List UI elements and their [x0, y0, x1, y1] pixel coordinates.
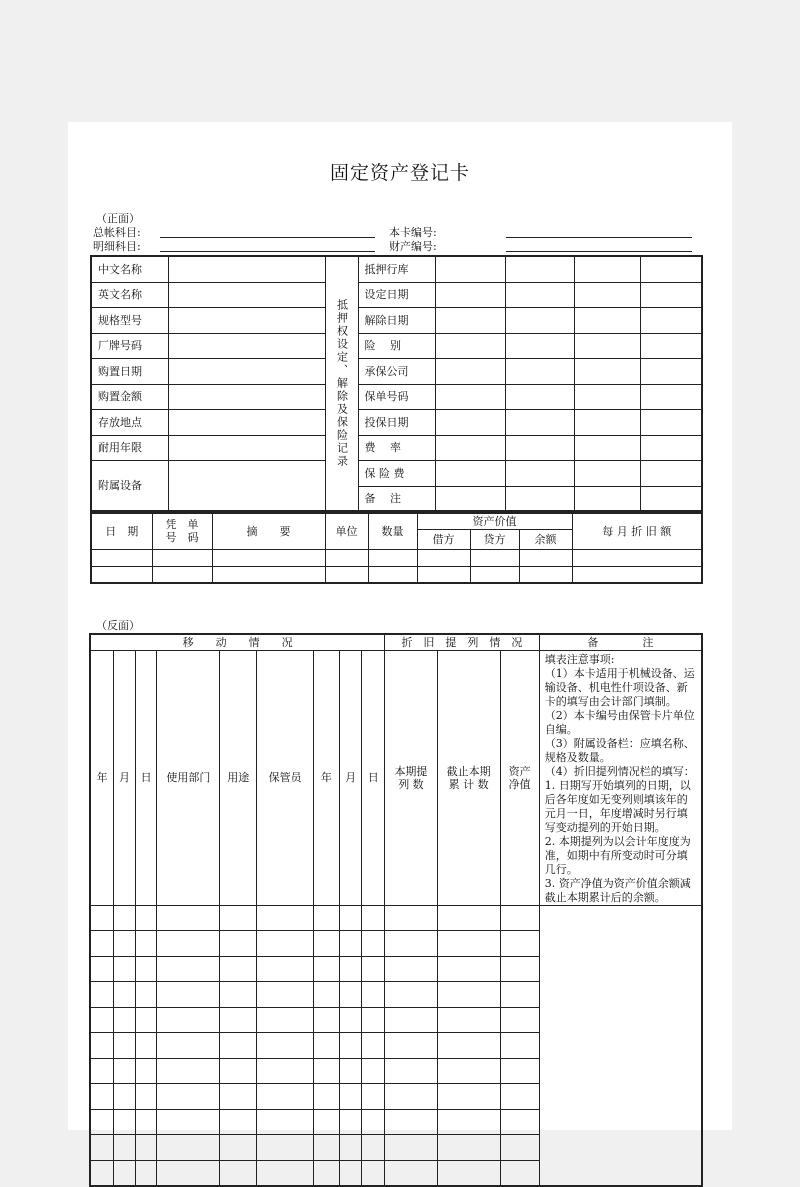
table-cell[interactable] — [500, 1109, 539, 1135]
table-row — [90, 1033, 702, 1059]
table-cell[interactable] — [385, 1084, 438, 1110]
left-row-label: 购置日期 — [91, 358, 168, 384]
table-cell[interactable] — [339, 956, 362, 982]
table-cell[interactable] — [385, 982, 438, 1008]
general-account-field[interactable] — [160, 237, 375, 238]
header-debit: 借方 — [417, 529, 470, 549]
col-period-dep: 本期提 列 数 — [385, 650, 438, 905]
table-cell[interactable] — [385, 1109, 438, 1135]
table-cell[interactable] — [385, 1007, 438, 1033]
table-cell[interactable] — [157, 905, 220, 931]
table-cell[interactable] — [437, 1007, 500, 1033]
table-cell[interactable] — [437, 1033, 500, 1059]
note-item: （4）折旧提列情况栏的填写： — [544, 764, 695, 778]
table-cell[interactable] — [362, 1007, 385, 1033]
table-cell[interactable] — [257, 1135, 314, 1161]
notes-heading: 填表注意事项: — [544, 652, 615, 666]
table-cell[interactable] — [90, 1135, 114, 1161]
table-cell[interactable] — [220, 1007, 257, 1033]
card-no-field[interactable] — [506, 237, 692, 238]
left-row-label: 厂牌号码 — [91, 333, 168, 358]
table-cell[interactable] — [220, 931, 257, 957]
col-month: 月 — [114, 650, 136, 905]
table-row — [90, 905, 702, 931]
table-cell[interactable] — [500, 1058, 539, 1084]
table-cell[interactable] — [135, 1109, 157, 1135]
table-cell[interactable] — [157, 1058, 220, 1084]
table-cell[interactable] — [437, 1084, 500, 1110]
table-cell[interactable] — [437, 1109, 500, 1135]
table-cell[interactable] — [257, 1033, 314, 1059]
table-cell[interactable] — [313, 1160, 339, 1186]
table-cell[interactable] — [114, 982, 136, 1008]
col-department: 使用部门 — [157, 650, 220, 905]
right-row-label: 险 别 — [358, 333, 435, 358]
table-cell[interactable] — [90, 905, 114, 931]
vertical-section-label: 抵押权设定、解除及保险记录 — [325, 256, 358, 511]
table-cell[interactable] — [257, 1160, 314, 1186]
table-cell[interactable] — [257, 956, 314, 982]
table-cell[interactable] — [385, 1058, 438, 1084]
table-cell[interactable] — [157, 1109, 220, 1135]
right-row-label: 保 险 费 — [358, 460, 435, 486]
note-item: （3）附属设备栏：应填名称、规格及数量。 — [544, 736, 695, 764]
col-net-value: 资产 净值 — [500, 650, 539, 905]
table-cell[interactable] — [437, 982, 500, 1008]
table-cell[interactable] — [500, 905, 539, 931]
left-row-label: 英文名称 — [91, 282, 168, 307]
table-row — [90, 1007, 702, 1033]
table-cell[interactable] — [500, 1135, 539, 1161]
col-day-2: 日 — [362, 650, 385, 905]
table-cell[interactable] — [220, 1160, 257, 1186]
table-cell[interactable] — [114, 1160, 136, 1186]
col-month-2: 月 — [339, 650, 362, 905]
table-row — [90, 931, 702, 957]
card-no-label: 本卡编号: — [389, 226, 437, 239]
header-asset-value: 资产价值 — [417, 513, 572, 529]
table-row — [90, 956, 702, 982]
table-cell[interactable] — [362, 982, 385, 1008]
table-cell[interactable] — [90, 1007, 114, 1033]
movement-header: 移 动 情 况 — [90, 634, 385, 650]
front-ledger-table — [90, 512, 703, 584]
right-row-label: 解除日期 — [358, 307, 435, 333]
general-account-label: 总帐科目: — [93, 226, 141, 239]
table-cell[interactable] — [114, 1084, 136, 1110]
note-item: 3. 资产净值为资产价值余额减截止本期累计后的余额。 — [544, 876, 691, 904]
table-cell[interactable] — [339, 1135, 362, 1161]
table-cell[interactable] — [313, 982, 339, 1008]
table-cell[interactable] — [500, 982, 539, 1008]
right-row-label: 抵押行库 — [358, 256, 435, 282]
table-cell[interactable] — [437, 956, 500, 982]
table-cell[interactable] — [385, 1033, 438, 1059]
table-cell[interactable] — [90, 1109, 114, 1135]
table-cell[interactable] — [313, 931, 339, 957]
table-cell[interactable] — [220, 956, 257, 982]
table-cell[interactable] — [114, 931, 136, 957]
right-row-label: 费 率 — [358, 435, 435, 460]
table-cell[interactable] — [114, 1135, 136, 1161]
header-date: 日 期 — [91, 513, 152, 549]
table-cell[interactable] — [339, 1160, 362, 1186]
table-row — [90, 1135, 702, 1161]
detail-account-field[interactable] — [160, 251, 375, 252]
col-day: 日 — [135, 650, 157, 905]
table-row — [90, 982, 702, 1008]
table-cell[interactable] — [114, 1033, 136, 1059]
value-cell[interactable] — [168, 435, 325, 460]
table-cell[interactable] — [500, 1007, 539, 1033]
table-cell[interactable] — [135, 1084, 157, 1110]
front-side-label: （正面） — [96, 212, 140, 225]
table-cell[interactable] — [313, 1033, 339, 1059]
left-row-label: 存放地点 — [91, 409, 168, 435]
right-row-label: 设定日期 — [358, 282, 435, 307]
col-accum-dep: 截止本期 累 计 数 — [437, 650, 500, 905]
table-cell[interactable] — [362, 1160, 385, 1186]
table-cell[interactable] — [114, 1007, 136, 1033]
table-cell[interactable] — [135, 1007, 157, 1033]
table-cell[interactable] — [157, 1135, 220, 1161]
right-row-label: 承保公司 — [358, 358, 435, 384]
table-cell[interactable] — [135, 1160, 157, 1186]
table-cell[interactable] — [437, 1058, 500, 1084]
table-cell[interactable] — [500, 956, 539, 982]
table-cell[interactable] — [313, 905, 339, 931]
table-cell[interactable] — [135, 982, 157, 1008]
table-cell[interactable] — [157, 956, 220, 982]
table-cell[interactable] — [114, 1109, 136, 1135]
table-cell[interactable] — [220, 1033, 257, 1059]
table-cell[interactable] — [135, 931, 157, 957]
table-cell[interactable] — [437, 905, 500, 931]
col-purpose: 用途 — [220, 650, 257, 905]
table-cell[interactable] — [362, 931, 385, 957]
table-cell[interactable] — [385, 905, 438, 931]
table-cell[interactable] — [90, 931, 114, 957]
col-year: 年 — [90, 650, 114, 905]
table-cell[interactable] — [362, 1084, 385, 1110]
left-row-label: 中文名称 — [91, 256, 168, 282]
table-cell[interactable] — [157, 931, 220, 957]
table-cell[interactable] — [385, 1135, 438, 1161]
table-cell[interactable] — [313, 1058, 339, 1084]
header-balance: 余额 — [519, 529, 572, 549]
table-cell[interactable] — [257, 982, 314, 1008]
table-row — [91, 566, 702, 583]
notes-panel — [539, 650, 702, 905]
table-row — [90, 1160, 702, 1186]
table-cell[interactable] — [220, 982, 257, 1008]
table-cell[interactable] — [339, 905, 362, 931]
table-cell[interactable] — [362, 956, 385, 982]
note-item: 1. 日期写开始填列的日期，以后各年度如无变列则填该年的元月一日，年度增减时另行填写变动提列的开始日期。 — [544, 778, 691, 834]
left-row-label: 规格型号 — [91, 307, 168, 333]
table-row — [91, 549, 702, 566]
table-cell[interactable] — [90, 982, 114, 1008]
depreciation-header: 折 旧 提 列 情 况 — [385, 634, 540, 650]
table-cell[interactable] — [500, 1033, 539, 1059]
value-cell[interactable] — [168, 358, 325, 384]
table-cell[interactable] — [385, 956, 438, 982]
table-cell[interactable] — [157, 1160, 220, 1186]
note-item: （1）本卡适用于机械设备、运输设备、机电性什项设备、新卡的填写由会计部门填制。 — [544, 666, 695, 708]
table-cell[interactable] — [385, 931, 438, 957]
page-title: 固定资产登记卡 — [329, 162, 470, 184]
table-cell[interactable] — [220, 1058, 257, 1084]
table-cell[interactable] — [362, 1058, 385, 1084]
asset-no-field[interactable] — [506, 251, 692, 252]
header-credit: 贷方 — [470, 529, 519, 549]
table-cell[interactable] — [500, 931, 539, 957]
col-year-2: 年 — [313, 650, 339, 905]
table-cell[interactable] — [339, 982, 362, 1008]
table-cell[interactable] — [313, 1135, 339, 1161]
table-cell[interactable] — [362, 1033, 385, 1059]
value-cell[interactable] — [168, 384, 325, 409]
table-cell[interactable] — [437, 931, 500, 957]
table-cell[interactable] — [339, 931, 362, 957]
table-cell[interactable] — [362, 1109, 385, 1135]
table-cell[interactable] — [313, 1007, 339, 1033]
table-cell[interactable] — [135, 1135, 157, 1161]
table-cell[interactable] — [385, 1160, 438, 1186]
left-row-label: 耐用年限 — [91, 435, 168, 460]
table-cell[interactable] — [90, 1058, 114, 1084]
table-cell[interactable] — [257, 931, 314, 957]
remarks-header: 备 注 — [539, 634, 702, 650]
header-summary: 摘 要 — [212, 513, 325, 549]
right-row-label: 投保日期 — [358, 409, 435, 435]
left-row-label: 购置金额 — [91, 384, 168, 409]
detail-account-label: 明细科目: — [93, 240, 141, 253]
table-cell[interactable] — [437, 1160, 500, 1186]
table-cell[interactable] — [257, 905, 314, 931]
back-side-label: （反面） — [96, 619, 140, 632]
header-qty: 数量 — [368, 513, 417, 549]
table-cell[interactable] — [339, 1033, 362, 1059]
table-cell[interactable] — [257, 1109, 314, 1135]
table-cell[interactable] — [135, 1033, 157, 1059]
table-cell[interactable] — [339, 1058, 362, 1084]
right-row-label: 备 注 — [358, 486, 435, 511]
value-cell[interactable] — [168, 256, 325, 282]
header-unit: 单位 — [325, 513, 368, 549]
value-cell[interactable] — [168, 460, 325, 511]
table-cell[interactable] — [339, 1007, 362, 1033]
asset-no-label: 财产编号: — [389, 240, 437, 253]
right-row-label: 保单号码 — [358, 384, 435, 409]
table-cell[interactable] — [220, 905, 257, 931]
col-custodian: 保管员 — [257, 650, 314, 905]
table-cell[interactable] — [500, 1160, 539, 1186]
table-row — [90, 1084, 702, 1110]
header-monthly-dep: 每 月 折 旧 额 — [572, 513, 702, 549]
table-cell[interactable] — [339, 1109, 362, 1135]
table-cell[interactable] — [157, 1033, 220, 1059]
value-cell[interactable] — [168, 333, 325, 358]
table-cell[interactable] — [257, 1084, 314, 1110]
table-cell[interactable] — [220, 1084, 257, 1110]
table-cell[interactable] — [362, 905, 385, 931]
note-item: 2. 本期提列为以会计年度度为准，如期中有所变动时可分填几行。 — [544, 834, 691, 876]
table-cell[interactable] — [362, 1135, 385, 1161]
table-cell[interactable] — [157, 1007, 220, 1033]
value-cell[interactable] — [168, 409, 325, 435]
table-cell[interactable] — [257, 1058, 314, 1084]
table-cell[interactable] — [90, 956, 114, 982]
table-row — [90, 1058, 702, 1084]
table-cell[interactable] — [313, 1109, 339, 1135]
front-info-table — [90, 255, 703, 512]
table-cell[interactable] — [500, 1084, 539, 1110]
note-item: （2）本卡编号由保管卡片单位自编。 — [544, 708, 695, 736]
table-cell[interactable] — [437, 1135, 500, 1161]
table-row — [90, 1109, 702, 1135]
table-cell[interactable] — [114, 1058, 136, 1084]
table-cell[interactable] — [135, 956, 157, 982]
table-cell[interactable] — [90, 1084, 114, 1110]
table-cell[interactable] — [157, 982, 220, 1008]
table-cell[interactable] — [313, 956, 339, 982]
back-table — [89, 633, 703, 1187]
table-cell[interactable] — [220, 1109, 257, 1135]
table-cell[interactable] — [313, 1084, 339, 1110]
table-cell[interactable] — [339, 1084, 362, 1110]
value-cell[interactable] — [168, 307, 325, 333]
header-voucher: 凭 单 号 码 — [152, 513, 212, 549]
left-row-label: 附属设备 — [91, 460, 168, 511]
table-cell[interactable] — [114, 956, 136, 982]
table-cell[interactable] — [157, 1084, 220, 1110]
table-cell[interactable] — [135, 1058, 157, 1084]
table-cell[interactable] — [135, 905, 157, 931]
value-cell[interactable] — [168, 282, 325, 307]
table-cell[interactable] — [257, 1007, 314, 1033]
table-cell[interactable] — [90, 1033, 114, 1059]
table-cell[interactable] — [220, 1135, 257, 1161]
table-cell[interactable] — [114, 905, 136, 931]
table-cell[interactable] — [90, 1160, 114, 1186]
